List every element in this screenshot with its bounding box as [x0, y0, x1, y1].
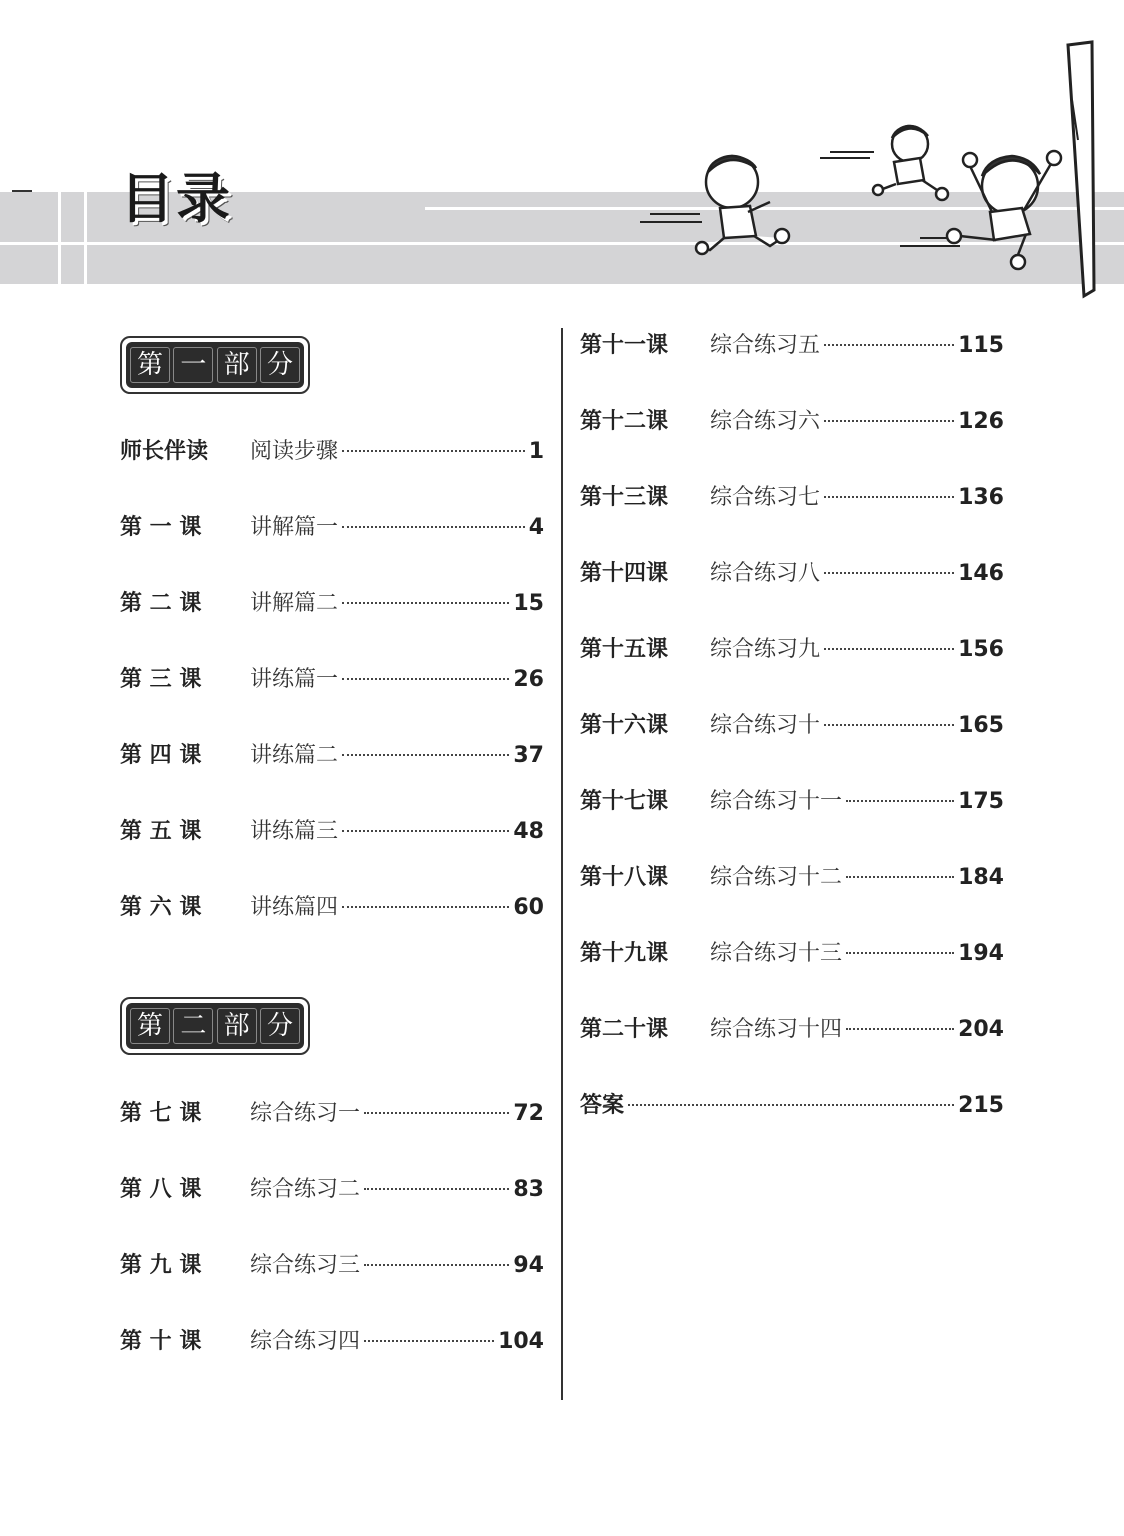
entry-title: 讲练篇四: [250, 895, 339, 920]
running-boy-icon: [873, 126, 948, 200]
leader-dots: [846, 876, 954, 878]
page-number: 146: [958, 561, 1004, 586]
page-number: 1: [528, 439, 544, 464]
pole-icon: [1068, 42, 1094, 296]
toc-entry[interactable]: [580, 404, 1004, 434]
lesson-label: 师长伴读: [120, 439, 209, 464]
entry-title: 讲练篇一: [250, 667, 339, 692]
leader-dots: [824, 420, 954, 422]
page-number: 104: [498, 1329, 544, 1354]
lesson-label: 第十六课: [580, 713, 669, 738]
lesson-label: 第 三 课: [120, 667, 202, 692]
entry-title: 综合练习一: [250, 1101, 361, 1126]
lesson-label: 第 九 课: [120, 1253, 202, 1278]
toc-entry[interactable]: [120, 662, 544, 692]
toc-entry[interactable]: [120, 1248, 544, 1278]
part-one-label: [120, 336, 310, 394]
lesson-label: 第 七 课: [120, 1101, 202, 1126]
page-number: 156: [958, 637, 1004, 662]
toc-entry[interactable]: [580, 936, 1004, 966]
lesson-label: 第十二课: [580, 409, 669, 434]
part-two-label: [120, 997, 310, 1055]
leader-dots: [342, 526, 525, 528]
leader-dots: [846, 952, 954, 954]
lesson-label: 第十八课: [580, 865, 669, 890]
leader-dots: [824, 344, 954, 346]
page-number: 126: [958, 409, 1004, 434]
entry-title: 讲练篇二: [250, 743, 339, 768]
page-number: 204: [958, 1017, 1004, 1042]
entry-title: 综合练习四: [250, 1329, 361, 1354]
lesson-label: 第 二 课: [120, 591, 202, 616]
leader-dots: [364, 1340, 494, 1342]
toc-entry[interactable]: [580, 860, 1004, 890]
entry-title: 综合练习十一: [710, 789, 843, 814]
entry-title: 阅读步骤: [250, 439, 339, 464]
leader-dots: [824, 496, 954, 498]
leader-dots: [824, 724, 954, 726]
page-number: 48: [513, 819, 544, 844]
part-char: 部: [217, 1008, 257, 1044]
lesson-label: 第 十 课: [120, 1329, 202, 1354]
leader-dots: [846, 800, 954, 802]
page-number: 184: [958, 865, 1004, 890]
page-number: 165: [958, 713, 1004, 738]
lesson-label: 第十九课: [580, 941, 669, 966]
toc-entry[interactable]: [120, 1172, 544, 1202]
toc-entry[interactable]: [120, 434, 544, 464]
page-number: 215: [958, 1093, 1004, 1118]
lesson-label: 第 八 课: [120, 1177, 202, 1202]
entry-title: 综合练习九: [710, 637, 821, 662]
leader-dots: [364, 1112, 509, 1114]
entry-title: 综合练习七: [710, 485, 821, 510]
entry-title: 综合练习八: [710, 561, 821, 586]
lesson-label: 答案: [580, 1093, 625, 1118]
page-number: 60: [513, 895, 544, 920]
lesson-label: 第十四课: [580, 561, 669, 586]
page-number: 72: [513, 1101, 544, 1126]
page-number: 175: [958, 789, 1004, 814]
lesson-label: 第 一 课: [120, 515, 202, 540]
part-char: 分: [260, 347, 300, 383]
toc-entry[interactable]: [580, 556, 1004, 586]
toc-entry[interactable]: [120, 814, 544, 844]
leader-dots: [364, 1264, 509, 1266]
leader-dots: [342, 754, 509, 756]
toc-entry[interactable]: [120, 738, 544, 768]
band-divider: [84, 192, 87, 284]
lesson-label: 第十七课: [580, 789, 669, 814]
running-boy-icon: [947, 151, 1061, 269]
running-kids-illustration: [620, 40, 1124, 310]
page-number: 194: [958, 941, 1004, 966]
leader-dots: [364, 1188, 509, 1190]
leader-dots: [824, 648, 954, 650]
lesson-label: 第十一课: [580, 333, 669, 358]
toc-entry[interactable]: [120, 586, 544, 616]
toc-entry[interactable]: [580, 328, 1004, 358]
page-number: 15: [513, 591, 544, 616]
entry-title: 综合练习十: [710, 713, 821, 738]
lesson-label: 第二十课: [580, 1017, 669, 1042]
running-boy-icon: [696, 156, 789, 254]
page-number: 94: [513, 1253, 544, 1278]
toc-entry[interactable]: [580, 784, 1004, 814]
page-number: 83: [513, 1177, 544, 1202]
part-char: 第: [130, 347, 170, 383]
leader-dots: [824, 572, 954, 574]
leader-dots: [342, 602, 509, 604]
entry-title: 讲练篇三: [250, 819, 339, 844]
entry-title: 综合练习十四: [710, 1017, 843, 1042]
toc-entry[interactable]: [120, 510, 544, 540]
leader-dots: [342, 678, 509, 680]
toc-entry[interactable]: [120, 890, 544, 920]
entry-title: 综合练习十二: [710, 865, 843, 890]
page-number: 115: [958, 333, 1004, 358]
lesson-label: 第 四 课: [120, 743, 202, 768]
part-char: 一: [173, 347, 213, 383]
toc-entry-answers[interactable]: [580, 1088, 1004, 1118]
lesson-label: 第 六 课: [120, 895, 202, 920]
entry-title: 讲解篇一: [250, 515, 339, 540]
part-char: 部: [217, 347, 257, 383]
toc-entry[interactable]: [580, 708, 1004, 738]
band-divider: [58, 192, 61, 284]
entry-title: 综合练习三: [250, 1253, 361, 1278]
leader-dots: [342, 450, 525, 452]
leader-dots: [342, 830, 509, 832]
entry-title: 讲解篇二: [250, 591, 339, 616]
lesson-label: 第 五 课: [120, 819, 202, 844]
toc-entry[interactable]: [580, 480, 1004, 510]
page-title: 目录: [120, 167, 232, 230]
toc-entry[interactable]: [580, 1012, 1004, 1042]
header-dash: [12, 190, 32, 192]
leader-dots: [628, 1104, 954, 1106]
entry-title: 综合练习十三: [710, 941, 843, 966]
part-char: 第: [130, 1008, 170, 1044]
column-divider: [561, 328, 563, 1400]
leader-dots: [846, 1028, 954, 1030]
lesson-label: 第十五课: [580, 637, 669, 662]
entry-title: 综合练习六: [710, 409, 821, 434]
entry-title: 综合练习五: [710, 333, 821, 358]
toc-entry[interactable]: [580, 632, 1004, 662]
part-char: 二: [173, 1008, 213, 1044]
page-number: 136: [958, 485, 1004, 510]
entry-title: 综合练习二: [250, 1177, 361, 1202]
page-number: 4: [528, 515, 544, 540]
page-number: 26: [513, 667, 544, 692]
toc-entry[interactable]: [120, 1324, 544, 1354]
part-char: 分: [260, 1008, 300, 1044]
lesson-label: 第十三课: [580, 485, 669, 510]
leader-dots: [342, 906, 509, 908]
page-number: 37: [513, 743, 544, 768]
toc-entry[interactable]: [120, 1096, 544, 1126]
